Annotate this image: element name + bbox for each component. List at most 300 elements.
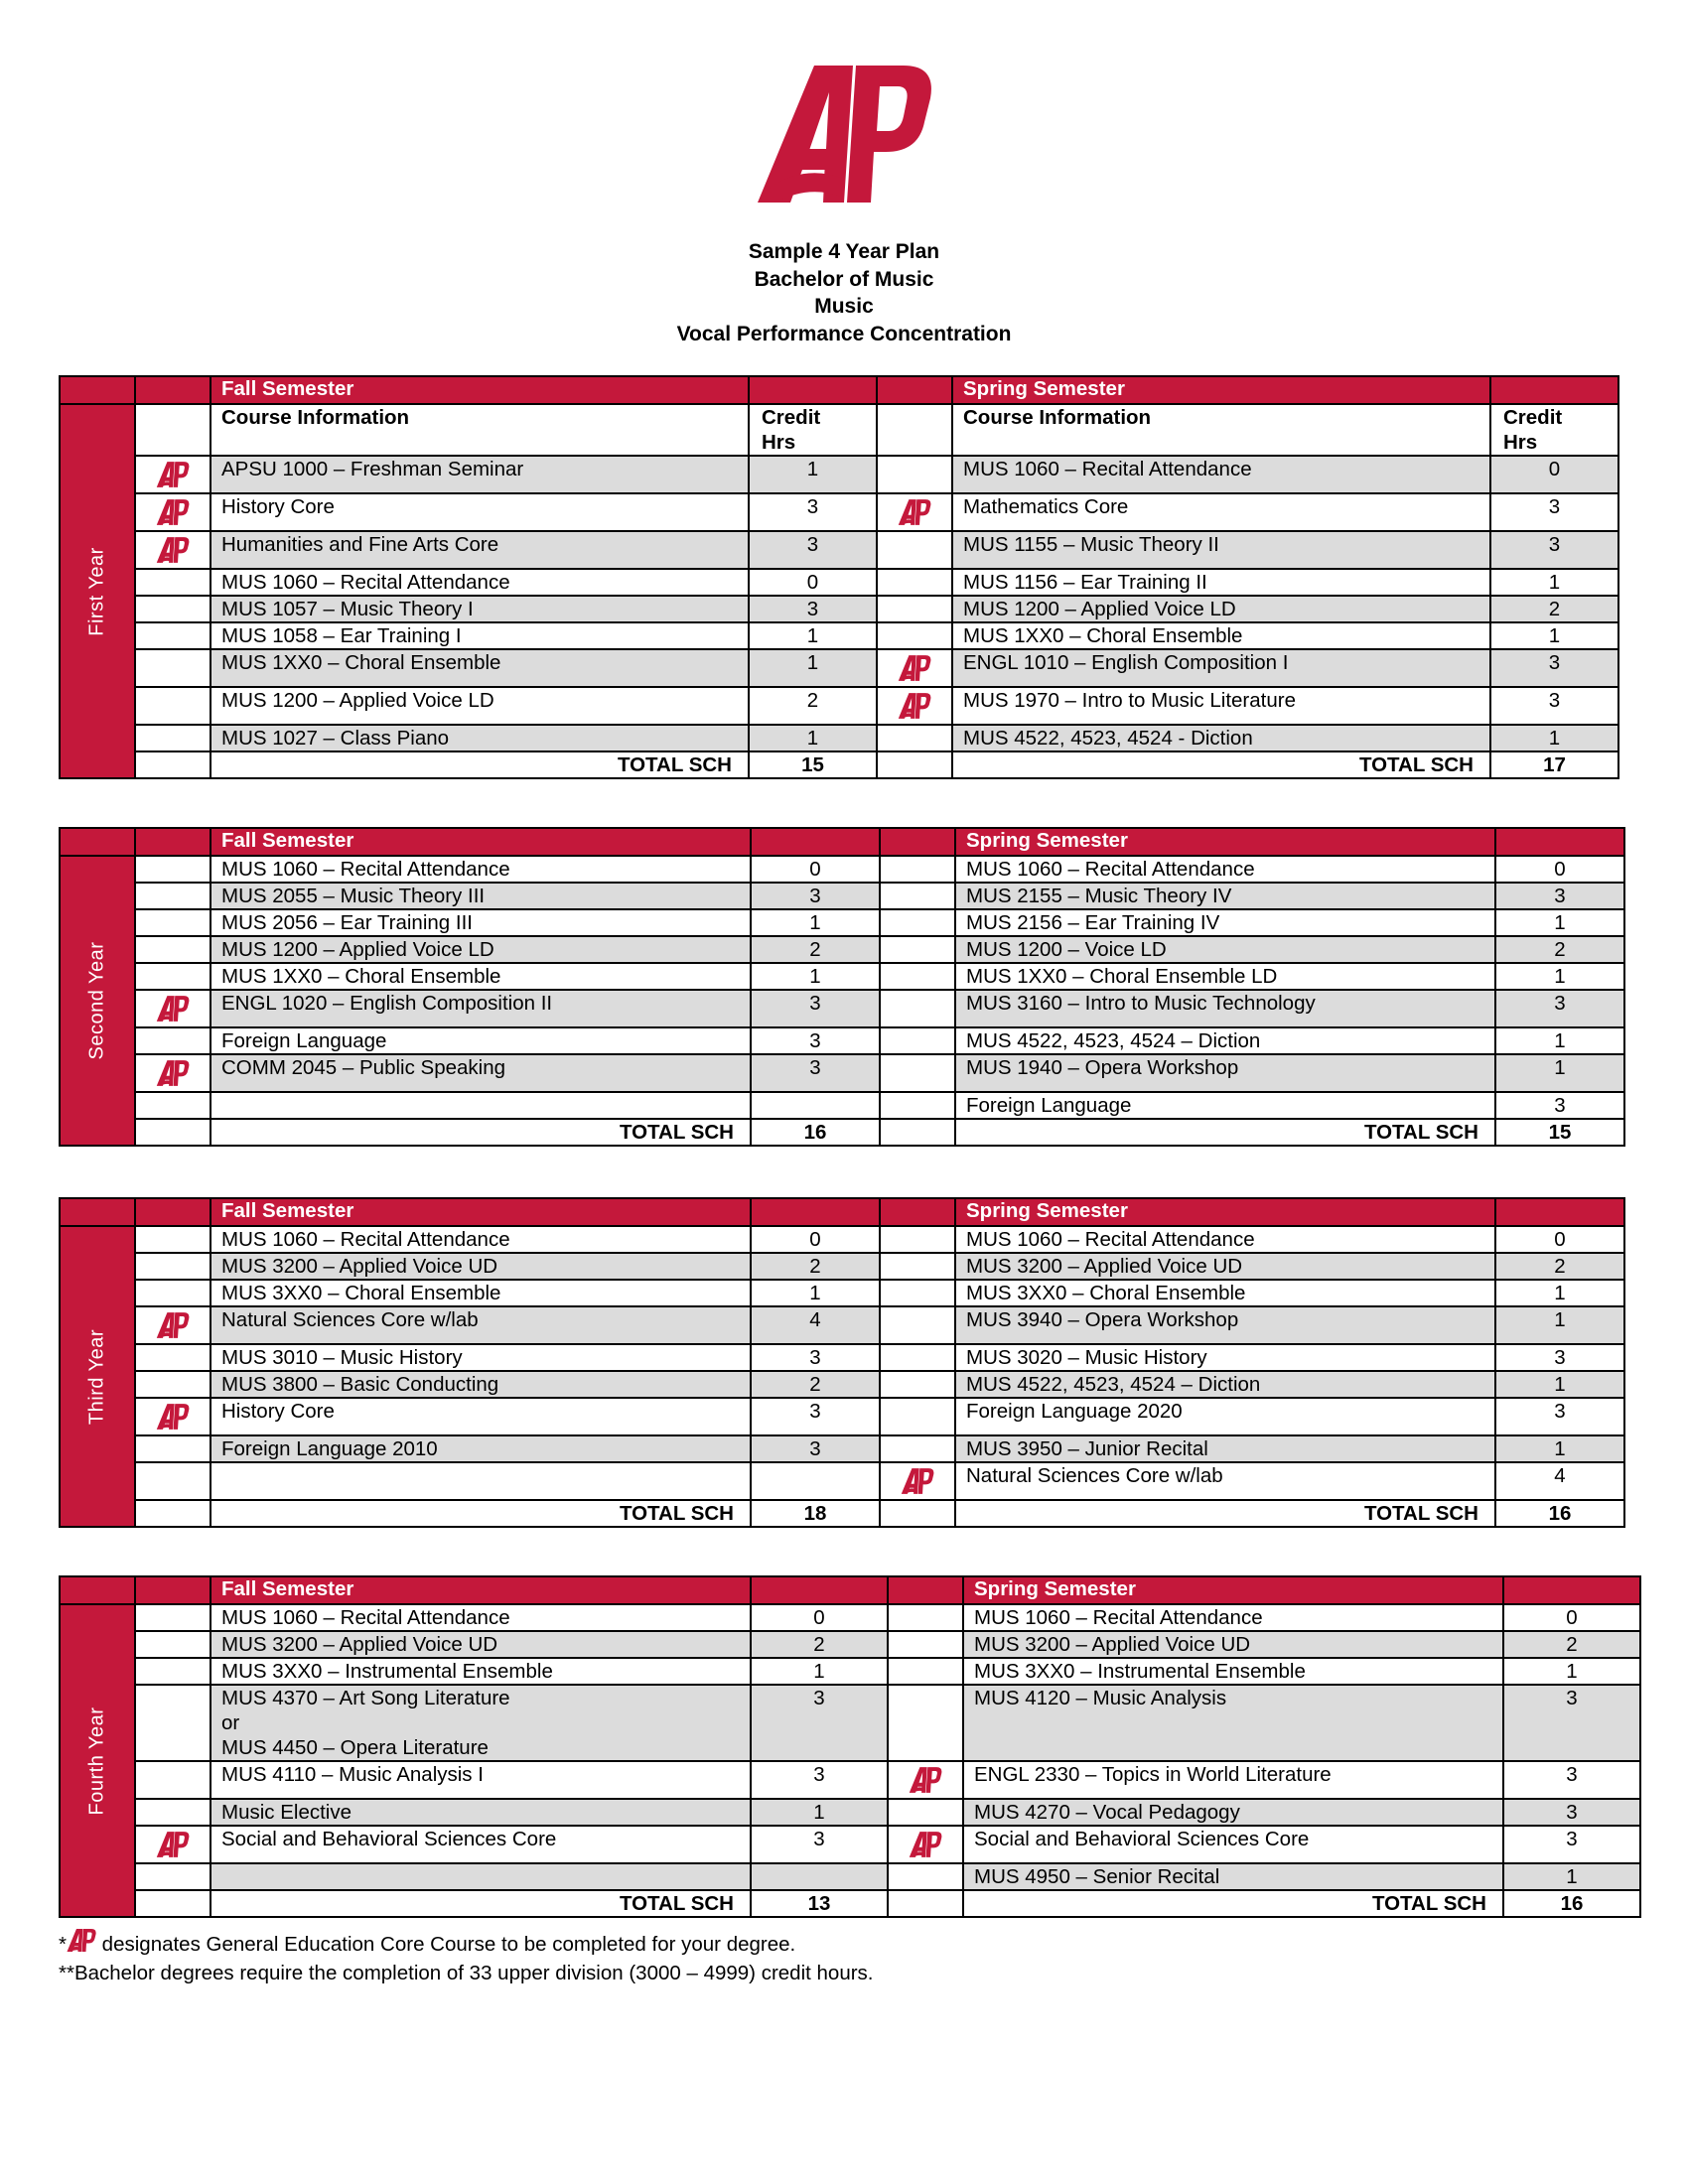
spring-total-value: 16: [1503, 1890, 1640, 1917]
course-info-header: Course Information: [211, 404, 749, 456]
course-row: [60, 569, 1618, 596]
core-marker-cell: [888, 1863, 963, 1890]
course-row: [60, 493, 1618, 531]
core-marker-cell: [880, 909, 955, 936]
course-row: [60, 725, 1618, 751]
spring-credit-hrs: 1: [1495, 1371, 1624, 1398]
core-marker-cell: [135, 1371, 211, 1398]
spring-course: MUS 3940 – Opera Workshop: [955, 1306, 1495, 1344]
fall-course: Foreign Language 2010: [211, 1435, 751, 1462]
spring-credit-hrs: 3: [1495, 883, 1624, 909]
year-label: First Year: [85, 546, 108, 636]
title-line-1: Sample 4 Year Plan: [748, 240, 940, 263]
fall-credit-hrs: 2: [749, 687, 877, 725]
core-marker-cell: [135, 649, 211, 687]
course-row: [60, 1226, 1624, 1253]
core-marker-cell: [135, 1054, 211, 1092]
course-row: [60, 1435, 1624, 1462]
spring-credit-hrs: 1: [1503, 1863, 1640, 1890]
core-marker-cell: [888, 1685, 963, 1761]
core-marker-cell: [877, 725, 952, 751]
fall-credit-hrs: 2: [751, 1253, 880, 1280]
spring-credit-hrs: 3: [1490, 649, 1618, 687]
course-row: [60, 687, 1618, 725]
ap-logo: [755, 60, 933, 208]
fall-course: Humanities and Fine Arts Core: [211, 531, 749, 569]
fall-credit-hrs: 0: [751, 1226, 880, 1253]
fall-semester-label: Fall Semester: [211, 1198, 751, 1226]
core-marker-cell: [888, 1658, 963, 1685]
spring-course: MUS 1XX0 – Choral Ensemble: [952, 622, 1490, 649]
year-label-cell: [60, 1604, 135, 1917]
core-marker-cell: [877, 596, 952, 622]
core-marker-cell: [135, 1253, 211, 1280]
fall-course: ENGL 1020 – English Composition II: [211, 990, 751, 1027]
core-marker-cell: [877, 456, 952, 493]
course-row: [60, 596, 1618, 622]
core-marker-cell: [880, 1435, 955, 1462]
fall-course: MUS 3XX0 – Choral Ensemble: [211, 1280, 751, 1306]
spring-credit-hrs: 1: [1490, 569, 1618, 596]
core-marker-cell: [135, 1761, 211, 1799]
spring-course: MUS 2155 – Music Theory IV: [955, 883, 1495, 909]
fall-credit-hrs: 1: [751, 1280, 880, 1306]
ap-logo-icon: [156, 1831, 190, 1858]
fall-total-label: TOTAL SCH: [211, 1500, 751, 1527]
spring-course: MUS 2156 – Ear Training IV: [955, 909, 1495, 936]
fall-total-label: TOTAL SCH: [211, 751, 749, 778]
course-row: [60, 1371, 1624, 1398]
spring-credit-hrs: 1: [1495, 963, 1624, 990]
ap-logo-icon: [156, 995, 190, 1023]
fall-total-value: 13: [751, 1890, 888, 1917]
core-marker-cell: [135, 1435, 211, 1462]
spring-credit-hrs: 1: [1495, 909, 1624, 936]
course-row: [60, 1253, 1624, 1280]
core-marker-cell: [135, 1344, 211, 1371]
core-marker-cell: [888, 1826, 963, 1863]
fall-course: MUS 1058 – Ear Training I: [211, 622, 749, 649]
core-marker-cell: [135, 1027, 211, 1054]
fall-credit-hrs: 2: [751, 936, 880, 963]
core-marker-cell: [135, 596, 211, 622]
ap-logo-icon: [156, 1059, 190, 1087]
core-marker-cell: [135, 1226, 211, 1253]
ap-logo-icon: [156, 1403, 190, 1431]
spring-course: MUS 4522, 4523, 4524 – Diction: [955, 1371, 1495, 1398]
spring-course: ENGL 1010 – English Composition I: [952, 649, 1490, 687]
spring-course: MUS 3020 – Music History: [955, 1344, 1495, 1371]
spring-credit-hrs: 3: [1503, 1826, 1640, 1863]
spring-credit-hrs: 0: [1495, 856, 1624, 883]
spring-credit-hrs: 3: [1503, 1761, 1640, 1799]
course-row: [60, 1799, 1640, 1826]
semester-header-row: [60, 1576, 1640, 1604]
ap-logo-icon: [156, 498, 190, 526]
core-marker-cell: [880, 1027, 955, 1054]
course-row: [60, 1344, 1624, 1371]
core-marker-cell: [880, 856, 955, 883]
fall-course: MUS 3XX0 – Instrumental Ensemble: [211, 1658, 751, 1685]
course-row: [60, 1398, 1624, 1435]
fall-course: Music Elective: [211, 1799, 751, 1826]
spring-credit-hrs: 0: [1490, 456, 1618, 493]
fall-total-value: 15: [749, 751, 877, 778]
fall-course: MUS 4370 – Art Song Literature or MUS 4450 – Opera Literature: [211, 1685, 751, 1761]
fall-course: MUS 3200 – Applied Voice UD: [211, 1253, 751, 1280]
ap-logo-icon: [156, 1311, 190, 1339]
core-marker-cell: [880, 936, 955, 963]
core-marker-cell: [880, 1253, 955, 1280]
fall-credit-hrs: 0: [751, 856, 880, 883]
core-marker-cell: [880, 1054, 955, 1092]
fall-credit-hrs: [751, 1462, 880, 1500]
spring-course: MUS 3XX0 – Instrumental Ensemble: [963, 1658, 1503, 1685]
spring-total-label: TOTAL SCH: [955, 1500, 1495, 1527]
core-marker-cell: [880, 1226, 955, 1253]
spring-course: MUS 1156 – Ear Training II: [952, 569, 1490, 596]
fall-course: MUS 1057 – Music Theory I: [211, 596, 749, 622]
spring-credit-hrs: 2: [1495, 936, 1624, 963]
core-marker-cell: [880, 1371, 955, 1398]
spring-credit-hrs: 3: [1495, 1344, 1624, 1371]
spring-semester-label: Spring Semester: [963, 1576, 1503, 1604]
year-table: [59, 827, 1625, 1147]
footnotes: [59, 1928, 874, 1987]
spring-course: Mathematics Core: [952, 493, 1490, 531]
fall-credit-hrs: 1: [749, 456, 877, 493]
fall-credit-hrs: 0: [749, 569, 877, 596]
spring-total-label: TOTAL SCH: [952, 751, 1490, 778]
spring-total-value: 16: [1495, 1500, 1624, 1527]
fall-credit-hrs: [751, 1092, 880, 1119]
fall-course: MUS 1200 – Applied Voice LD: [211, 936, 751, 963]
fall-course: MUS 3800 – Basic Conducting: [211, 1371, 751, 1398]
core-marker-cell: [880, 1398, 955, 1435]
core-marker-cell: [135, 1863, 211, 1890]
spring-total-value: 15: [1495, 1119, 1624, 1146]
fall-course: MUS 1XX0 – Choral Ensemble: [211, 963, 751, 990]
fall-credit-hrs: 3: [751, 883, 880, 909]
core-marker-cell: [135, 569, 211, 596]
year-label-cell: [60, 1226, 135, 1527]
core-marker-cell: [880, 1344, 955, 1371]
course-row: [60, 883, 1624, 909]
course-row: [60, 531, 1618, 569]
core-marker-cell: [135, 883, 211, 909]
fall-course: History Core: [211, 1398, 751, 1435]
fall-course: Social and Behavioral Sciences Core: [211, 1826, 751, 1863]
course-row: [60, 622, 1618, 649]
course-row: [60, 1027, 1624, 1054]
total-row: [60, 1890, 1640, 1917]
fall-credit-hrs: 3: [751, 1761, 888, 1799]
spring-course: MUS 1940 – Opera Workshop: [955, 1054, 1495, 1092]
spring-credit-hrs: 3: [1490, 493, 1618, 531]
spring-credit-hrs: 3: [1503, 1685, 1640, 1761]
spring-course: MUS 3XX0 – Choral Ensemble: [955, 1280, 1495, 1306]
core-marker-cell: [135, 990, 211, 1027]
spring-course: Social and Behavioral Sciences Core: [963, 1826, 1503, 1863]
semester-header-row: [60, 1198, 1624, 1226]
fall-credit-hrs: 3: [751, 990, 880, 1027]
semester-header-row: [60, 828, 1624, 856]
core-marker-cell: [135, 622, 211, 649]
spring-course: MUS 4950 – Senior Recital: [963, 1863, 1503, 1890]
spring-course: MUS 3200 – Applied Voice UD: [963, 1631, 1503, 1658]
fall-credit-hrs: 3: [751, 1344, 880, 1371]
fall-course: MUS 4110 – Music Analysis I: [211, 1761, 751, 1799]
ap-logo-icon: [901, 1467, 934, 1495]
core-marker-cell: [135, 1306, 211, 1344]
course-row: [60, 1462, 1624, 1500]
course-row: [60, 990, 1624, 1027]
fall-course: COMM 2045 – Public Speaking: [211, 1054, 751, 1092]
core-marker-cell: [880, 1306, 955, 1344]
core-marker-cell: [888, 1799, 963, 1826]
spring-semester-label: Spring Semester: [955, 1198, 1495, 1226]
fall-course: Natural Sciences Core w/lab: [211, 1306, 751, 1344]
course-row: [60, 456, 1618, 493]
course-row: [60, 909, 1624, 936]
core-marker-cell: [880, 1462, 955, 1500]
fall-credit-hrs: [751, 1863, 888, 1890]
year-table: [59, 1575, 1641, 1918]
fall-total-label: TOTAL SCH: [211, 1890, 751, 1917]
core-marker-cell: [880, 963, 955, 990]
core-marker-cell: [135, 687, 211, 725]
course-row: [60, 936, 1624, 963]
fall-course: MUS 1XX0 – Choral Ensemble: [211, 649, 749, 687]
core-marker-cell: [877, 649, 952, 687]
core-marker-cell: [135, 909, 211, 936]
spring-course: MUS 1970 – Intro to Music Literature: [952, 687, 1490, 725]
core-marker-cell: [135, 725, 211, 751]
core-marker-cell: [135, 963, 211, 990]
core-marker-cell: [135, 456, 211, 493]
core-marker-cell: [888, 1631, 963, 1658]
total-row: [60, 1500, 1624, 1527]
fall-credit-hrs: 1: [751, 909, 880, 936]
title-line-3: Music: [814, 295, 874, 318]
fall-credit-hrs: 1: [749, 649, 877, 687]
core-marker-cell: [888, 1761, 963, 1799]
course-row: [60, 1685, 1640, 1761]
core-marker-cell: [877, 493, 952, 531]
fall-credit-hrs: 3: [749, 531, 877, 569]
core-marker-cell: [135, 1685, 211, 1761]
core-marker-cell: [135, 1462, 211, 1500]
title-line-4: Vocal Performance Concentration: [676, 322, 1012, 345]
fall-credit-hrs: 3: [751, 1435, 880, 1462]
spring-course: MUS 4522, 4523, 4524 - Diction: [952, 725, 1490, 751]
spring-credit-hrs: 3: [1495, 1398, 1624, 1435]
core-marker-cell: [135, 1280, 211, 1306]
core-marker-cell: [877, 622, 952, 649]
spring-credit-hrs: 4: [1495, 1462, 1624, 1500]
course-row: [60, 1604, 1640, 1631]
fall-course: History Core: [211, 493, 749, 531]
spring-course: MUS 3200 – Applied Voice UD: [955, 1253, 1495, 1280]
spring-course: MUS 4270 – Vocal Pedagogy: [963, 1799, 1503, 1826]
core-marker-cell: [880, 1092, 955, 1119]
fall-total-value: 16: [751, 1119, 880, 1146]
fall-semester-label: Fall Semester: [211, 376, 749, 404]
spring-course: MUS 1060 – Recital Attendance: [955, 1226, 1495, 1253]
fall-credit-hrs: 3: [749, 493, 877, 531]
ap-logo-icon: [898, 498, 931, 526]
fall-credit-hrs: 3: [751, 1826, 888, 1863]
course-row: [60, 1826, 1640, 1863]
core-marker-cell: [877, 687, 952, 725]
spring-course: MUS 1060 – Recital Attendance: [952, 456, 1490, 493]
semester-header-row: [60, 376, 1618, 404]
fall-course: MUS 1060 – Recital Attendance: [211, 569, 749, 596]
fall-credit-hrs: 1: [751, 1658, 888, 1685]
core-marker-cell: [135, 531, 211, 569]
fall-credit-hrs: 3: [749, 596, 877, 622]
spring-course: MUS 1155 – Music Theory II: [952, 531, 1490, 569]
core-marker-cell: [135, 856, 211, 883]
course-row: [60, 963, 1624, 990]
spring-credit-hrs: 1: [1495, 1435, 1624, 1462]
course-row: [60, 1631, 1640, 1658]
year-label: Second Year: [85, 941, 108, 1060]
spring-credit-hrs: 3: [1495, 1092, 1624, 1119]
plan-title: [0, 238, 1688, 347]
fall-course: MUS 1027 – Class Piano: [211, 725, 749, 751]
spring-credit-hrs: 3: [1503, 1799, 1640, 1826]
spring-course: MUS 4522, 4523, 4524 – Diction: [955, 1027, 1495, 1054]
ap-logo-icon: [909, 1766, 942, 1794]
fall-course: APSU 1000 – Freshman Seminar: [211, 456, 749, 493]
fall-total-value: 18: [751, 1500, 880, 1527]
spring-course: Foreign Language 2020: [955, 1398, 1495, 1435]
fall-course: [211, 1863, 751, 1890]
spring-credit-hrs: 1: [1503, 1658, 1640, 1685]
spring-course: MUS 1XX0 – Choral Ensemble LD: [955, 963, 1495, 990]
credit-hrs-header: Credit Hrs: [749, 404, 877, 456]
ap-logo-icon: [156, 536, 190, 564]
core-marker-cell: [135, 1092, 211, 1119]
fall-total-label: TOTAL SCH: [211, 1119, 751, 1146]
core-marker-cell: [877, 569, 952, 596]
course-row: [60, 856, 1624, 883]
fall-course: Foreign Language: [211, 1027, 751, 1054]
course-row: [60, 649, 1618, 687]
spring-course: MUS 3160 – Intro to Music Technology: [955, 990, 1495, 1027]
fall-course: MUS 3010 – Music History: [211, 1344, 751, 1371]
core-marker-cell: [877, 531, 952, 569]
ap-logo-icon: [156, 461, 190, 488]
course-row: [60, 1054, 1624, 1092]
spring-credit-hrs: 1: [1490, 622, 1618, 649]
spring-semester-label: Spring Semester: [952, 376, 1490, 404]
core-marker-cell: [135, 936, 211, 963]
year-label: Third Year: [85, 1328, 108, 1425]
course-row: [60, 1280, 1624, 1306]
core-marker-cell: [135, 1826, 211, 1863]
ap-logo-icon: [67, 1928, 96, 1953]
spring-semester-label: Spring Semester: [955, 828, 1495, 856]
fall-credit-hrs: 4: [751, 1306, 880, 1344]
spring-credit-hrs: 1: [1490, 725, 1618, 751]
course-row: [60, 1761, 1640, 1799]
title-line-2: Bachelor of Music: [754, 267, 934, 291]
spring-course: MUS 1060 – Recital Attendance: [955, 856, 1495, 883]
spring-course: ENGL 2330 – Topics in World Literature: [963, 1761, 1503, 1799]
fall-credit-hrs: 1: [749, 725, 877, 751]
spring-course: MUS 1200 – Applied Voice LD: [952, 596, 1490, 622]
course-row: [60, 1658, 1640, 1685]
core-marker-cell: [135, 1604, 211, 1631]
year-label-cell: [60, 404, 135, 778]
ap-logo-icon: [898, 692, 931, 720]
fall-course: MUS 2056 – Ear Training III: [211, 909, 751, 936]
fall-credit-hrs: 3: [751, 1054, 880, 1092]
course-row: [60, 1863, 1640, 1890]
column-header-row: [60, 404, 1618, 456]
core-marker-cell: [135, 1799, 211, 1826]
core-marker-cell: [135, 1398, 211, 1435]
footnote-core: * designates General Education Core Course to be completed for your degree.: [59, 1928, 874, 1959]
spring-course: MUS 3950 – Junior Recital: [955, 1435, 1495, 1462]
core-marker-cell: [135, 1658, 211, 1685]
ap-logo-icon: [898, 654, 931, 682]
spring-total-label: TOTAL SCH: [955, 1119, 1495, 1146]
spring-course: Natural Sciences Core w/lab: [955, 1462, 1495, 1500]
year-label: Fourth Year: [85, 1706, 108, 1815]
fall-course: MUS 1200 – Applied Voice LD: [211, 687, 749, 725]
fall-credit-hrs: 1: [751, 1799, 888, 1826]
core-marker-cell: [880, 990, 955, 1027]
spring-credit-hrs: 1: [1495, 1027, 1624, 1054]
total-row: [60, 1119, 1624, 1146]
fall-course: MUS 1060 – Recital Attendance: [211, 1604, 751, 1631]
spring-credit-hrs: 2: [1490, 596, 1618, 622]
spring-credit-hrs: 3: [1495, 990, 1624, 1027]
ap-logo-icon: [909, 1831, 942, 1858]
spring-credit-hrs: 1: [1495, 1306, 1624, 1344]
fall-credit-hrs: 3: [751, 1027, 880, 1054]
fall-credit-hrs: 2: [751, 1371, 880, 1398]
spring-credit-hrs: 1: [1495, 1280, 1624, 1306]
fall-credit-hrs: 1: [749, 622, 877, 649]
spring-credit-hrs: 0: [1495, 1226, 1624, 1253]
core-marker-cell: [135, 493, 211, 531]
total-row: [60, 751, 1618, 778]
fall-credit-hrs: 3: [751, 1685, 888, 1761]
year-table: [59, 1197, 1625, 1528]
course-info-header: Course Information: [952, 404, 1490, 456]
fall-course: [211, 1092, 751, 1119]
spring-credit-hrs: 3: [1490, 687, 1618, 725]
core-marker-cell: [880, 883, 955, 909]
fall-course: MUS 3200 – Applied Voice UD: [211, 1631, 751, 1658]
fall-course: [211, 1462, 751, 1500]
fall-course: MUS 1060 – Recital Attendance: [211, 856, 751, 883]
credit-hrs-header: Credit Hrs: [1490, 404, 1618, 456]
fall-course: MUS 1060 – Recital Attendance: [211, 1226, 751, 1253]
course-row: [60, 1306, 1624, 1344]
year-table: [59, 375, 1619, 779]
spring-course: Foreign Language: [955, 1092, 1495, 1119]
spring-credit-hrs: 3: [1490, 531, 1618, 569]
spring-total-label: TOTAL SCH: [963, 1890, 1503, 1917]
spring-total-value: 17: [1490, 751, 1618, 778]
spring-course: MUS 4120 – Music Analysis: [963, 1685, 1503, 1761]
core-marker-cell: [880, 1280, 955, 1306]
